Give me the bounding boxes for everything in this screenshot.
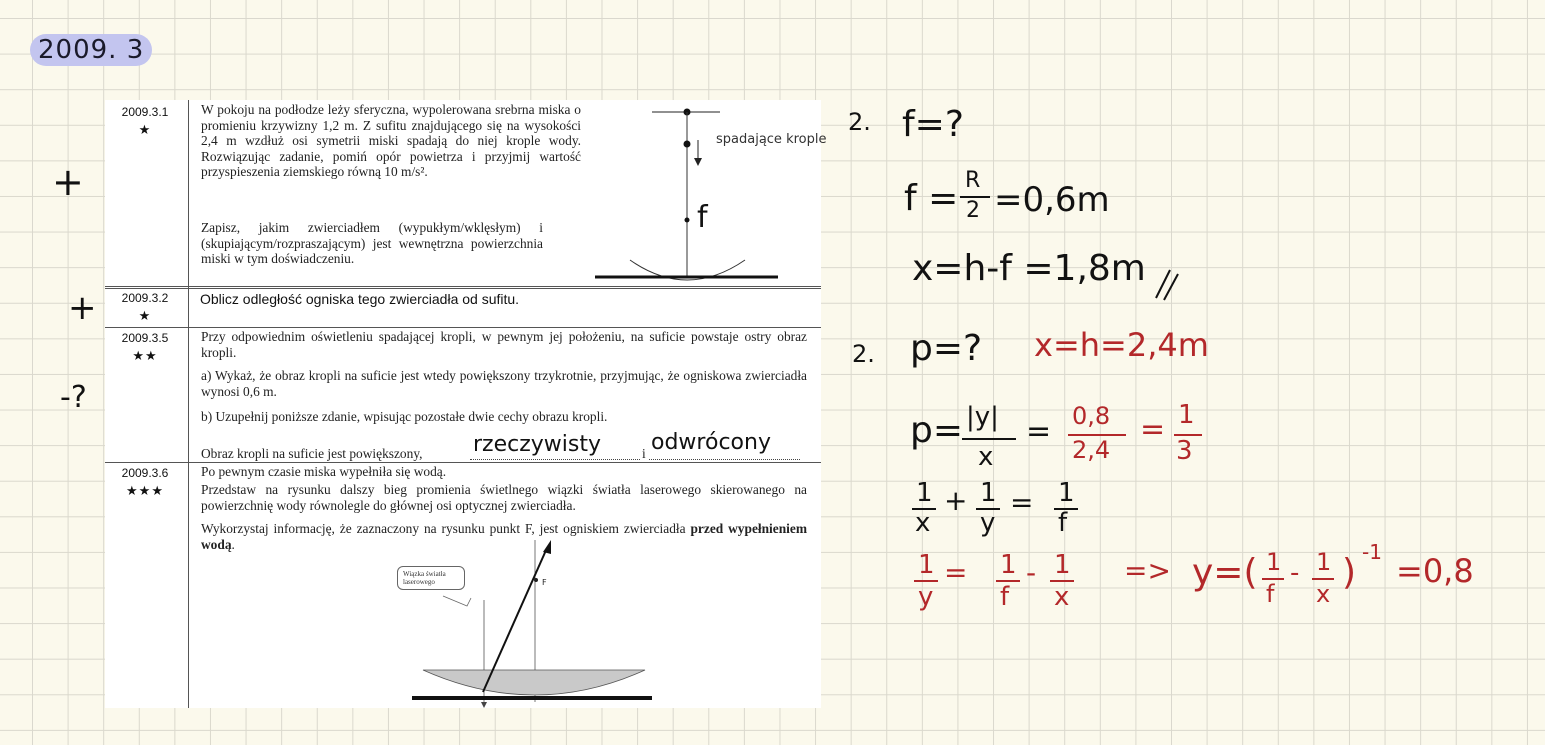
task-paragraph: W pokoju na podłodze leży sferyczna, wypolerowana srebrna miska o promieniu krzywizny 1,2 m. Z sufitu znajdującego się na wysokości 2,4 m wzdłuż osi symetrii miski spadają do niej krople wody. Rozwiązując zadanie, pomiń opór powietrza i przyjmij wartość przyspieszenia ziemskiego równą 10 m/s². [201, 102, 581, 180]
note-red-x: x=h=2,4m [1034, 326, 1209, 364]
figure-label: spadające krople [716, 132, 827, 147]
laser-figure [395, 540, 665, 708]
note-question-f: f=? [902, 104, 964, 145]
task-id: 2009.3.6 [121, 466, 169, 480]
difficulty-stars: ★★ [132, 348, 158, 363]
task-paragraph: Zapisz, jakim zwierciadłem (wypukłym/wklęsłym) i (skupiającym/rozpraszającym) jest wewnętrzna powierzchnia miski w tym doświadczeniu. [201, 220, 543, 267]
exam-sheet: 2009.3.1 ★ W pokoju na podłodze leży sferyczna, wypolerowana srebrna miska o promieniu krzywizny 1,2 m. Z sufitu znajdującego się na wysokości 2,4 m wzdłuż osi symetrii miski spadają do niej krople wody. Rozwiązując zadanie, pomiń opór powietrza i przyjmij wartość przyspieszenia ziemskiego równą 10 m/s². Zapisz, jakim zwierciadłem (wypukłym/wklęsłym) i (skupiającym/rozpraszającym) jest wewnętrzna powierzchnia miski w tym doświadczeniu. spadające krople f 2009.3.2 ★ Oblicz odległość ogniska tego zwierciadła od sufitu. 2009.3.5 ★★ Przy odpowiednim oświetleniu spadającej kropli, w pewnym jej położeniu, na suficie powstaje ostry obraz kropli. a) Wykaż, że obraz kropli na suficie jest wtedy powiększony trzykrotnie, przyjmując, że ogniskowa zwierciadła wynosi 0,6 m. b) Uzupełnij poniższe zdanie, wpisując pozostałe dwie cechy obrazu kropli. Obraz kropli na suficie jest powiększony, i rzeczywisty odwrócony 2009.3.6 ★★★ Po pewnym czasie miska wypełniła się wodą. Przedstaw na rysunku dalszy bieg promienia świetlnego wiązki światła laserowego skierowanego na powierzchnię wody równolegle do głównej osi optycznej zwierciadła. Wykorzystaj informację, że zaznaczony na rysunku punkt F, jest ogniskiem zwierciadła przed wypełnieniem wodą. Wiązka światła laserowego F [105, 100, 821, 708]
section-badge: 2009. 3 [30, 34, 152, 66]
droplet-figure [590, 100, 827, 282]
margin-mark-plus-1: + [52, 160, 84, 204]
note-distance: x=h-f =1,8m [912, 248, 1146, 289]
handwritten-f-label: f [697, 200, 708, 235]
task-part-b: b) Uzupełnij poniższe zdanie, wpisując pozostałe dwie cechy obrazu kropli. [201, 409, 608, 424]
task-part-a: a) Wykaż, że obraz kropli na suficie jest wtedy powiększony trzykrotnie, przyjmując, że ogniskowa zwierciadła wynosi 0,6 m. [201, 368, 807, 399]
note-focal-length: =0,6m [994, 180, 1110, 220]
task-id: 2009.3.2 [121, 291, 169, 305]
task-intro: Przy odpowiednim oświetleniu spadającej kropli, w pewnym jej położeniu, na suficie powstaje ostry obraz kropli. [201, 329, 807, 360]
margin-mark-plus-2: + [68, 288, 97, 328]
laser-callout: Wiązka światła laserowego [397, 566, 465, 590]
task-paragraph: Oblicz odległość ogniska tego zwierciadła od sufitu. [200, 291, 520, 307]
answer-sentence: Obraz kropli na suficie jest powiększony, [201, 446, 423, 461]
difficulty-stars: ★ [138, 122, 152, 137]
focus-label: F [542, 578, 547, 587]
task-paragraph: Wykorzystaj informację, że zaznaczony na rysunku punkt F, jest ogniskiem zwierciadła przed wypełnieniem wodą. [201, 521, 807, 552]
task-id: 2009.3.1 [121, 105, 169, 119]
task-paragraph: Przedstaw na rysunku dalszy bieg promienia świetlnego wiązki światła laserowego skierowanego na powierzchnię wody równolegle do głównej osi optycznej zwierciadła. [201, 482, 807, 513]
task-paragraph: Po pewnym czasie miska wypełniła się wodą. [201, 464, 447, 479]
margin-mark-minus-question: -? [60, 380, 87, 415]
note-question-p: p=? [910, 328, 983, 369]
handwritten-answer-real: rzeczywisty [473, 432, 602, 457]
handwritten-answer-inverted: odwrócony [651, 430, 771, 455]
note-result-y: =0,8 [1396, 552, 1474, 590]
difficulty-stars: ★ [138, 308, 152, 323]
task-id: 2009.3.5 [121, 331, 169, 345]
difficulty-stars: ★★★ [126, 483, 164, 498]
